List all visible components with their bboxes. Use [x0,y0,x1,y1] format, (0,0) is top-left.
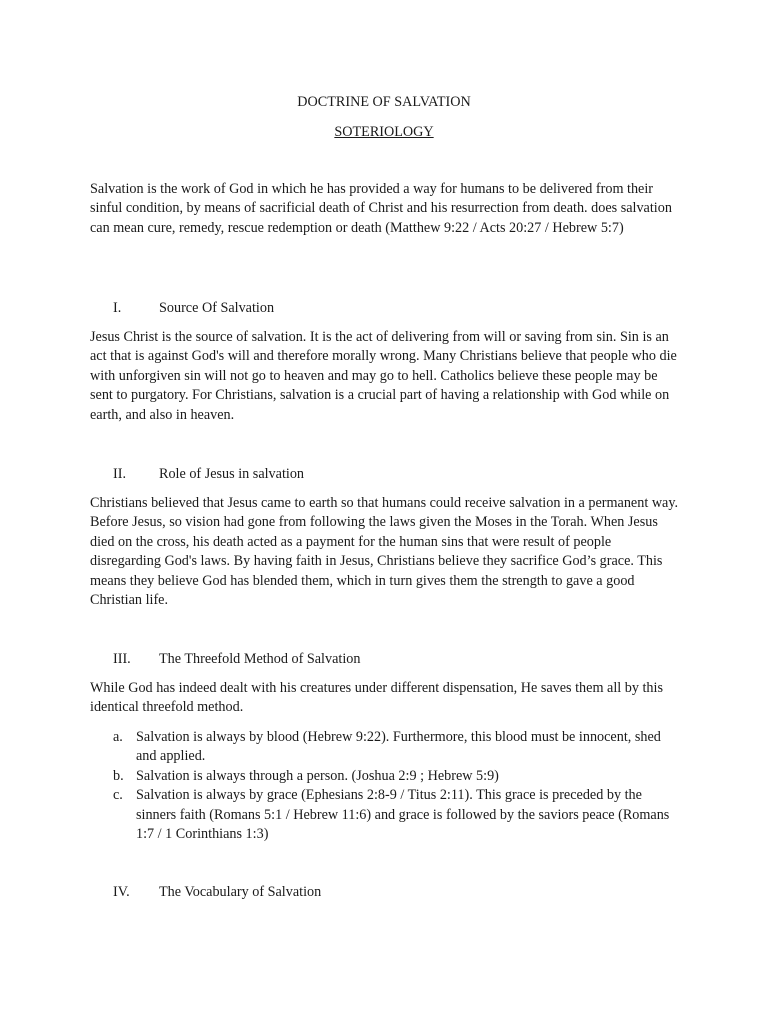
section-title: Role of Jesus in salvation [159,466,305,482]
section-2-body: Christians believed that Jesus came to earth so that humans could receive salvation in a permanent way. Before Jesus, so vision had gone from following the laws given the Moses in the Torah. When Jesus died on the cross, his death acted as a payment for the human sins that were result of people disregarding God's laws. By having faith in Jesus, Christians believe they sacrifice God’s grace. This means they believe God has blended them, which in turn gives them the strength to gave a good Christian life. [90,495,679,609]
list-item-text: Salvation is always by grace (Ephesians 2:8-9 / Titus 2:11). This grace is preceded by the sinners faith (Romans 5:1 / Hebrew 11:6) and grace is followed by the saviors peace (Romans 1:7 / 1 Corinthians 1:3) [136,787,670,843]
list-item [113,767,683,786]
list-item [113,786,683,844]
section-number: I. [113,300,122,316]
list-marker: a. [113,729,123,745]
intro-paragraph: Salvation is the work of God in which he has provided a way for humans to be delivered from their sinful condition, by means of sacrificial death of Christ and his resurrection from death. does salvation can mean cure, remedy, rescue redemption or death (Matthew 9:22 / Acts 20:27 / Hebrew 5:7) [90,181,672,236]
document-subtitle: SOTERIOLOGY [334,124,434,140]
section-title: The Threefold Method of Salvation [159,651,361,667]
section-heading-4 [113,883,321,902]
list-item [113,728,683,767]
section-number: III. [113,651,131,667]
method-list [113,728,683,844]
section-title: The Vocabulary of Salvation [159,884,322,900]
list-item-text: Salvation is always by blood (Hebrew 9:22). Furthermore, this blood must be innocent, shed and applied. [136,729,661,765]
section-title: Source Of Salvation [159,300,275,316]
section-heading-2 [113,465,304,484]
section-heading-3 [113,650,360,669]
list-marker: b. [113,767,124,784]
section-3-body: While God has indeed dealt with his creatures under different dispensation, He saves them all by this identical threefold method. [90,680,663,716]
section-number: IV. [113,884,130,900]
section-number: II. [113,466,126,482]
section-heading-1 [113,299,274,318]
list-item-text: Salvation is always through a person. (Joshua 2:9 ; Hebrew 5:9) [136,767,499,784]
list-marker: c. [113,787,123,804]
document-title: DOCTRINE OF SALVATION [297,94,471,110]
section-1-body: Jesus Christ is the source of salvation. It is the act of delivering from will or saving from sin. Sin is an act that is against God's will and therefore morally wrong. Many Christians believe that people who die with unforgiven sin will not go to heaven and may go to hell. Catholics believe these people may be sent to purgatory. For Christians, salvation is a crucial part of having a relationship with God while on earth, and also in heaven. [90,329,677,423]
